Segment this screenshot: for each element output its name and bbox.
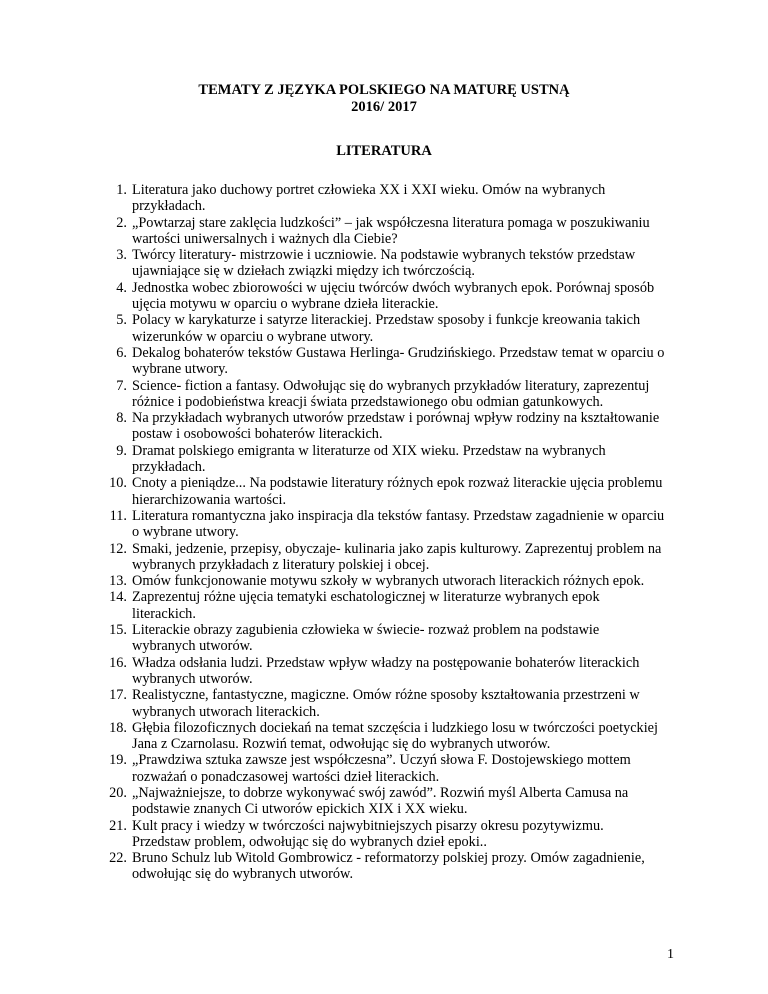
- topic-text: Dekalog bohaterów tekstów Gustawa Herlinga- Grudzińskiego. Przedstaw temat w oparciu o wybrane utwory.: [132, 344, 665, 378]
- topic-item: [103, 475, 665, 508]
- topic-text: Władza odsłania ludzi. Przedstaw wpływ władzy na postępowanie bohaterów literackich wybranych utworów.: [132, 654, 640, 687]
- topic-item: [103, 345, 665, 378]
- title-line-1: TEMATY Z JĘZYKA POLSKIEGO NA MATURĘ USTNĄ: [198, 82, 570, 98]
- topic-text: Literatura jako duchowy portret człowieka XX i XXI wieku. Omów na wybranych przykładach.: [132, 182, 606, 215]
- topic-number: 17.: [109, 687, 127, 704]
- section-heading: LITERATURA: [336, 143, 432, 159]
- topic-text: „Najważniejsze, to dobrze wykonywać swój zawód”. Rozwiń myśl Alberta Camusa na podstawie znanych Ci utworów epickich XIX i XX wieku.: [132, 784, 629, 818]
- topic-item: [103, 589, 665, 622]
- page-number: 1: [667, 947, 674, 962]
- topic-item: [103, 312, 665, 345]
- topic-number: 6.: [116, 344, 127, 361]
- topic-number: 19.: [109, 752, 127, 769]
- topic-item: [103, 850, 665, 883]
- topic-item: [103, 280, 665, 313]
- topic-number: 12.: [109, 540, 127, 557]
- topic-text: Realistyczne, fantastyczne, magiczne. Omów różne sposoby kształtowania przestrzeni w wybranych utworach literackich.: [132, 687, 640, 720]
- topic-number: 2.: [116, 214, 127, 231]
- topic-item: [103, 687, 665, 720]
- topic-item: [103, 410, 665, 443]
- topic-number: 11.: [109, 507, 127, 524]
- topic-text: Literatura romantyczna jako inspiracja dla tekstów fantasy. Przedstaw zagadnienie w oparciu o wybrane utwory.: [132, 507, 665, 541]
- topic-number: 3.: [116, 247, 127, 264]
- topic-number: 1.: [116, 182, 127, 198]
- topic-item: [103, 573, 665, 589]
- topic-list: [103, 182, 665, 883]
- topic-item: [103, 247, 665, 280]
- title-line-2: 2016/ 2017: [351, 99, 417, 115]
- topic-text: Smaki, jedzenie, przepisy, obyczaje- kulinaria jako zapis kulturowy. Zaprezentuj problem na wybranych przykładach z literatury polskiej i obcej.: [132, 540, 662, 573]
- topic-item: [103, 785, 665, 818]
- topic-item: [103, 443, 665, 476]
- topic-text: „Prawdziwa sztuka zawsze jest współczesna”. Uczyń słowa F. Dostojewskiego mottem rozważań o ponadczasowej wartości dzieł literackich.: [132, 752, 631, 785]
- topic-number: 8.: [116, 410, 127, 427]
- topic-item: [103, 541, 665, 574]
- topic-number: 16.: [109, 654, 127, 671]
- topic-number: 5.: [116, 312, 127, 329]
- topic-text: Omów funkcjonowanie motywu szkoły w wybranych utworach literackich różnych epok.: [132, 573, 645, 590]
- topic-item: [103, 215, 665, 248]
- topic-number: 14.: [109, 589, 127, 606]
- topic-number: 22.: [109, 850, 127, 867]
- topic-item: [103, 752, 665, 785]
- topic-item: [103, 818, 665, 851]
- topic-item: [103, 378, 665, 411]
- topic-item: [103, 508, 665, 541]
- topic-number: 9.: [116, 442, 127, 459]
- topic-item: [103, 182, 665, 215]
- topic-number: 18.: [109, 719, 127, 736]
- topic-text: Dramat polskiego emigranta w literaturze od XIX wieku. Przedstaw na wybranych przykładach.: [132, 442, 606, 476]
- topic-text: Twórcy literatury- mistrzowie i uczniowie. Na podstawie wybranych tekstów przedstaw ujawniające się w dziełach związki między ich twórczością.: [132, 247, 636, 280]
- topic-text: Głębia filozoficznych dociekań na temat szczęścia i ludzkiego losu w twórczości poetyckiej Jana z Czarnolasu. Rozwiń temat, odwołując się do wybranych utworów.: [132, 719, 658, 753]
- topic-number: 21.: [109, 817, 127, 834]
- topic-text: Bruno Schulz lub Witold Gombrowicz - reformatorzy polskiej prozy. Omów zagadnienie, odwołując się do wybranych utworów.: [132, 850, 645, 883]
- topic-text: Science- fiction a fantasy. Odwołując się do wybranych przykładów literatury, zaprezentuj różnice i podobieństwa kreacji świata przedstawionego obu odmian gatunkowych.: [132, 377, 650, 410]
- topic-number: 15.: [109, 622, 127, 639]
- topic-text: Jednostka wobec zbiorowości w ujęciu twórców dwóch wybranych epok. Porównaj sposób ujęcia motywu w oparciu o wybrane dzieła literackie.: [132, 279, 655, 313]
- topic-item: [103, 655, 665, 688]
- topic-text: Polacy w karykaturze i satyrze literackiej. Przedstaw sposoby i funkcje kreowania takich wizerunków w oparciu o wybrane utwory.: [132, 312, 641, 345]
- topic-number: 4.: [116, 279, 127, 296]
- topic-text: Kult pracy i wiedzy w twórczości najwybitniejszych pisarzy okresu pozytywizmu. Przedstaw problem, odwołując się do wybranych dzieł epoki..: [132, 817, 604, 850]
- topic-text: Na przykładach wybranych utworów przedstaw i porównaj wpływ rodziny na kształtowanie postaw i osobowości bohaterów literackich.: [132, 410, 660, 443]
- topic-item: [103, 622, 665, 655]
- topic-number: 7.: [116, 377, 127, 394]
- topic-item: [103, 720, 665, 753]
- document-title: [0, 82, 768, 116]
- topic-number: 20.: [109, 784, 127, 801]
- topic-text: „Powtarzaj stare zaklęcia ludzkości” – jak współczesna literatura pomaga w poszukiwaniu wartości uniwersalnych i ważnych dla Ciebie?: [132, 214, 650, 247]
- topic-text: Zaprezentuj różne ujęcia tematyki eschatologicznej w literaturze wybranych epok literackich.: [132, 589, 600, 622]
- topic-number: 10.: [109, 475, 127, 492]
- topic-text: Cnoty a pieniądze... Na podstawie literatury różnych epok rozważ literackie ujęcia problemu hierarchizowania wartości.: [132, 475, 663, 508]
- topic-number: 13.: [109, 573, 127, 590]
- topic-text: Literackie obrazy zagubienia człowieka w świecie- rozważ problem na podstawie wybranych utworów.: [132, 622, 600, 655]
